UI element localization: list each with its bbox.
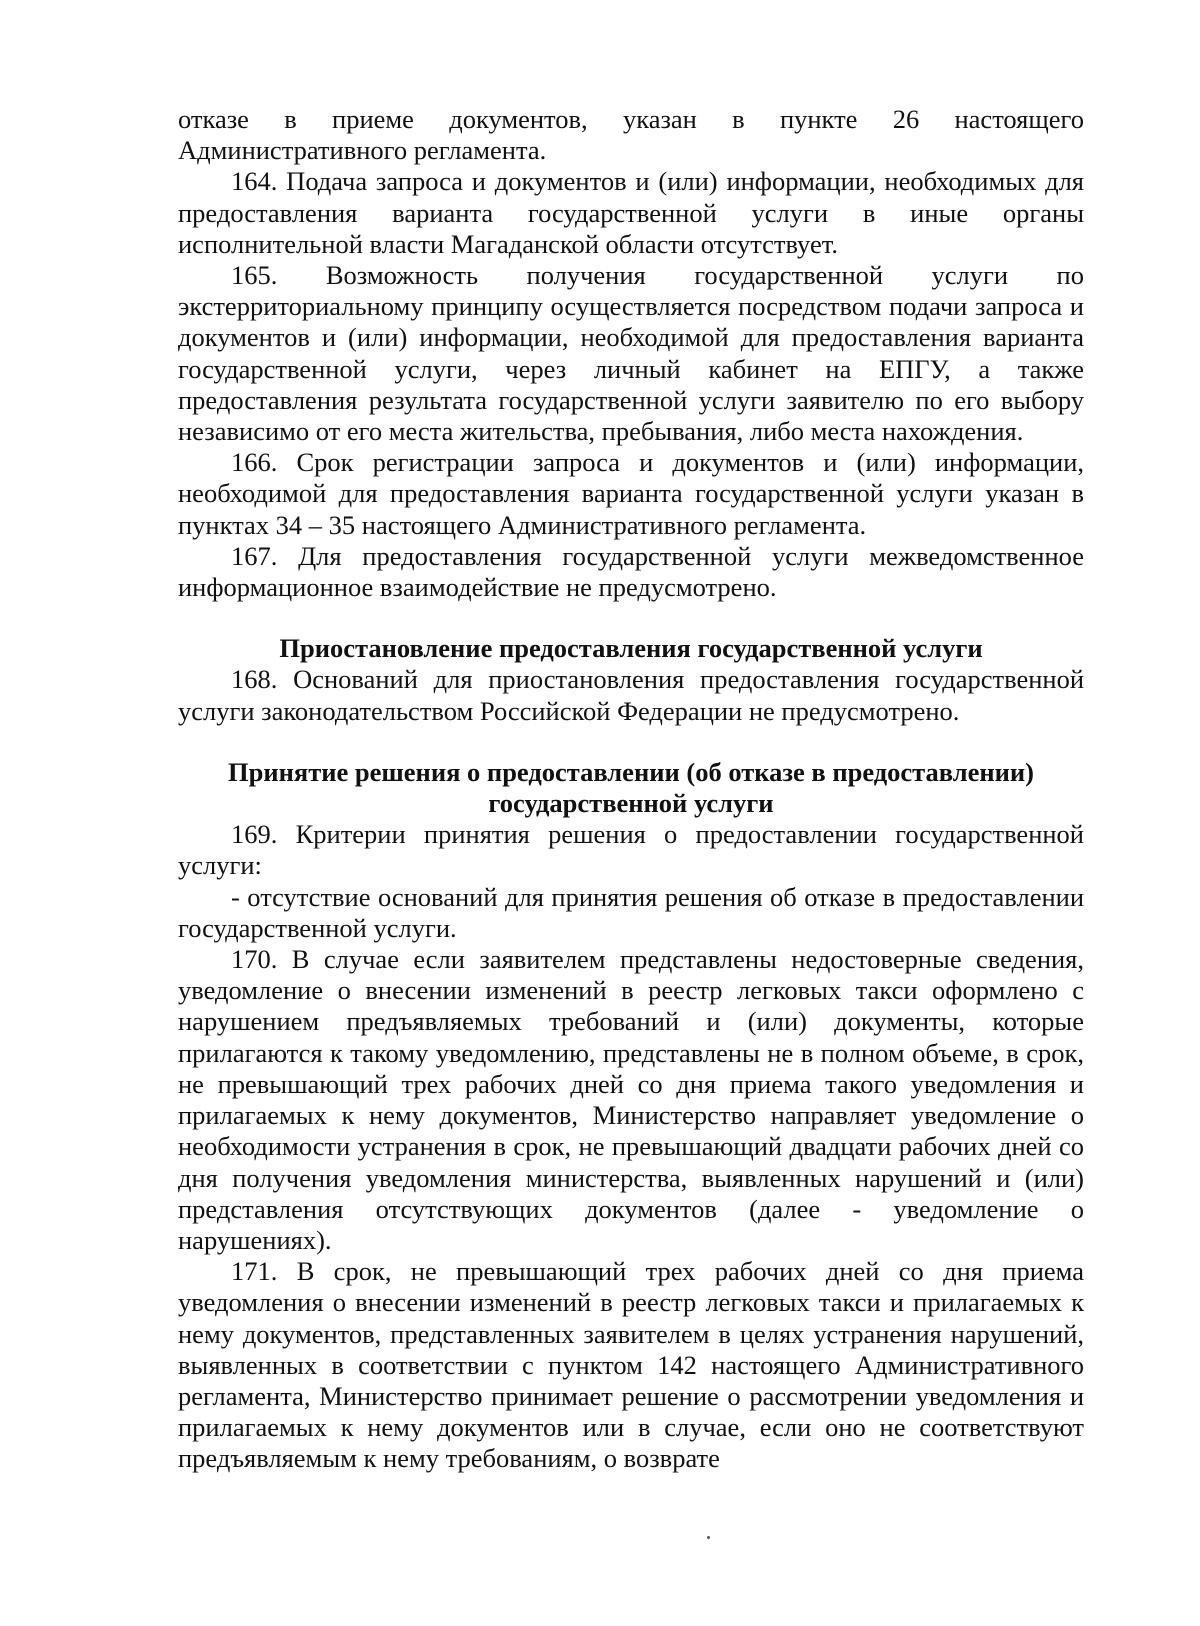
paragraph-171: 171. В срок, не превышающий трех рабочих дней со дня приема уведомления о внесении изменений в реестр легковых такси и прилагаемых к нему документов, представленных заявителем в целях устранения нарушений, выявленных в соответствии с пунктом 142 настоящего Административного регламента, Министерство принимает решение о рассмотрении уведомления и прилагаемых к нему документов или в случае, если оно не соответствуют предъявляемым к нему требованиям, о возврате — [178, 1256, 1084, 1474]
paragraph-continuation: отказе в приеме документов, указан в пункте 26 настоящего Административного регламента. — [178, 104, 1084, 166]
paragraph-164: 164. Подача запроса и документов и (или) информации, необходимых для предоставления варианта государственной услуги в иные органы исполнительной власти Магаданской области отсутствует. — [178, 166, 1084, 259]
paragraph-169-item: - отсутствие оснований для принятия решения об отказе в предоставлении государственной услуги. — [178, 881, 1084, 943]
section-heading-decision-line1: Принятие решения о предоставлении (об отказе в предоставлении) — [228, 756, 1034, 787]
document-page — [178, 104, 1084, 1475]
paragraph-168: 168. Оснований для приостановления предоставления государственной услуги законодательством Российской Федерации не предусмотрено. — [178, 664, 1084, 726]
section-heading-decision-line2: государственной услуги — [488, 788, 774, 819]
scan-speck — [707, 1536, 710, 1539]
paragraph-165: 165. Возможность получения государственной услуги по экстерриториальному принципу осуществляется посредством подачи запроса и документов и (или) информации, необходимой для предоставления варианта государственной услуги, через личный кабинет на ЕПГУ, а также предоставления результата государственной услуги заявителю по его выбору независимо от его места жительства, пребывания, либо места нахождения. — [178, 260, 1084, 447]
paragraph-167: 167. Для предоставления государственной услуги межведомственное информационное взаимодействие не предусмотрено. — [178, 540, 1084, 603]
section-heading-decision — [178, 757, 1084, 819]
paragraph-166: 166. Срок регистрации запроса и документов и (или) информации, необходимой для предоставления варианта государственной услуги указан в пунктах 34 – 35 настоящего Административного регламента. — [178, 447, 1084, 540]
paragraph-170: 170. В случае если заявителем представлены недостоверные сведения, уведомление о внесении изменений в реестр легковых такси оформлено с нарушением предъявляемых требований и (или) документы, которые прилагаются к такому уведомлению, представлены не в полном объеме, в срок, не превышающий трех рабочих дней со дня приема такого уведомления и прилагаемых к нему документов, Министерство направляет уведомление о необходимости устранения в срок, не превышающий двадцати рабочих дней со дня получения уведомления министерства, выявленных нарушений и (или) представления отсутствующих документов (далее - уведомление о нарушениях). — [178, 944, 1084, 1255]
section-heading-suspension: Приостановление предоставления государственной услуги — [279, 633, 983, 664]
paragraph-169: 169. Критерии принятия решения о предоставлении государственной услуги: — [178, 819, 1084, 881]
